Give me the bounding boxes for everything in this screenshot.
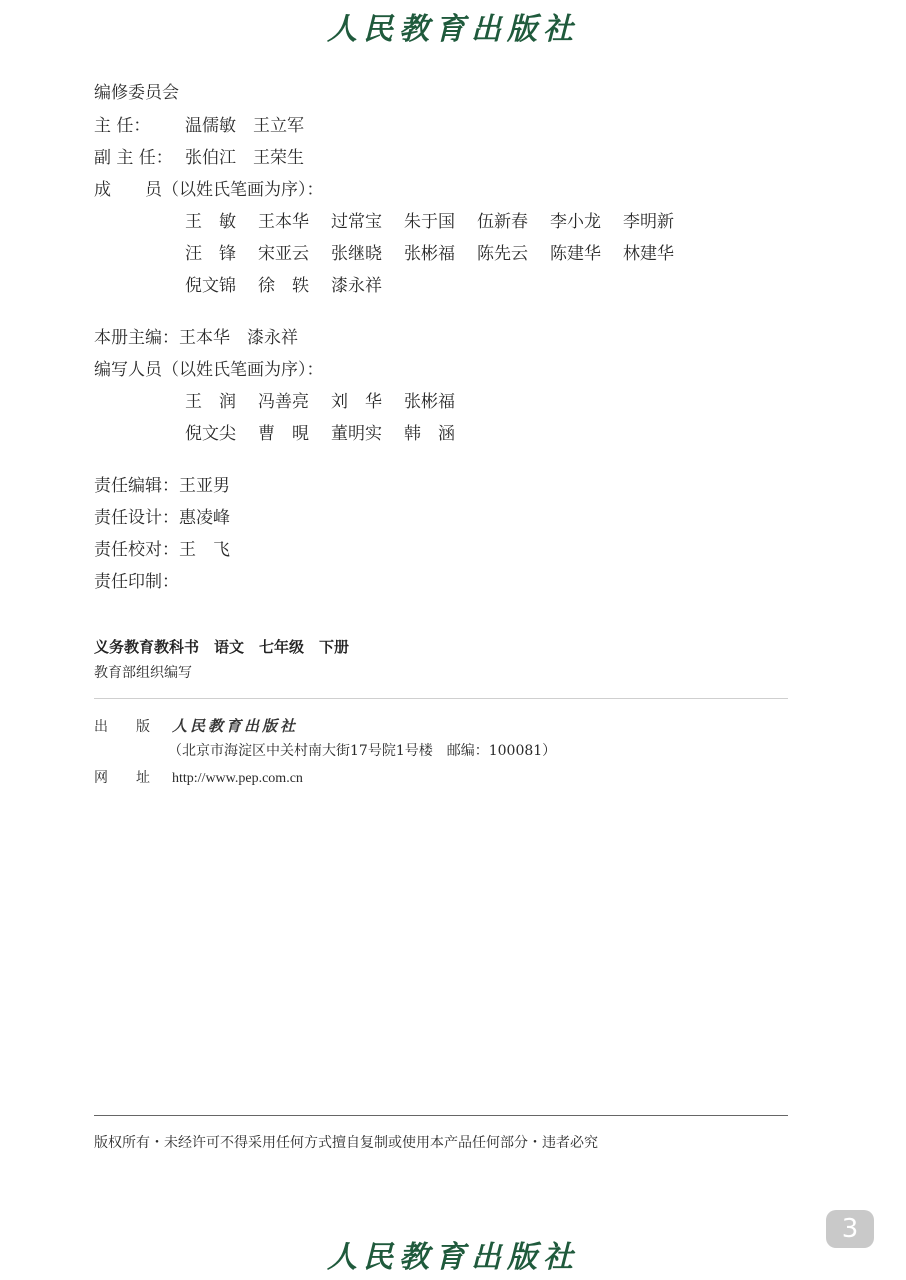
member-name: 陈建华 [550,244,601,264]
divider [94,698,788,699]
member-name: 漆永祥 [331,276,382,296]
website-url[interactable]: http://www.pep.com.cn [172,771,303,786]
resp-proof-row [94,535,230,560]
member-name: 朱于国 [404,212,455,232]
resp-editor-label: 责任编辑： [94,476,179,496]
publisher-logo-footer: 人民教育出版社 [327,1240,579,1275]
vice-row [94,143,304,168]
writer-name: 董明实 [331,424,382,444]
writers-label: 编写人员（以姓氏笔画为序）： [94,360,324,380]
vice-label: 副 主 任： [94,148,173,168]
chief-names: 温儒敏 王立军 [185,116,304,136]
member-name: 陈先云 [477,244,528,264]
writer-name: 王 润 [185,392,236,412]
footer-divider [94,1115,788,1116]
member-name: 过常宝 [331,212,382,232]
member-name: 李明新 [623,212,674,232]
member-name: 李小龙 [550,212,601,232]
writer-name: 张彬福 [404,392,455,412]
publisher-logo-inline: 人民教育出版社 [172,717,299,735]
chief-row [94,111,304,136]
members-label: 成 员（以姓氏笔画为序）： [94,180,324,200]
writer-name: 曹 晛 [258,424,309,444]
members-row-1 [185,207,696,232]
publisher-address: （北京市海淀区中关村南大街17号院1号楼 邮编：100081） [168,743,557,759]
publisher-label: 出版 [94,719,178,735]
writer-name: 倪文尖 [185,424,236,444]
page-number-badge[interactable]: 3 [826,1210,874,1248]
website-row [94,767,303,787]
compiled-by: 教育部组织编写 [94,665,192,681]
volume-editor-label: 本册主编： [94,328,179,348]
chief-label: 主 任： [94,116,151,136]
member-name: 王本华 [258,212,309,232]
member-name: 林建华 [623,244,674,264]
members-row-2 [185,239,696,264]
publisher-row [94,715,298,736]
resp-proof-label: 责任校对： [94,540,179,560]
book-title: 义务教育教科书 语文 七年级 下册 [94,638,350,656]
resp-design-row [94,503,230,528]
volume-editor-names: 王本华 漆永祥 [179,328,298,348]
member-name: 徐 轶 [258,276,309,296]
member-name: 张彬福 [404,244,455,264]
writers-row-2 [185,419,477,444]
committee-title: 编修委员会 [94,83,179,103]
publisher-logo-header: 人民教育出版社 [327,12,579,47]
resp-editor-row [94,471,230,496]
resp-editor-name: 王亚男 [179,476,230,496]
resp-print-label: 责任印制： [94,572,179,592]
writers-row-1 [185,387,477,412]
member-name: 王 敏 [185,212,236,232]
writer-name: 冯善亮 [258,392,309,412]
members-row-3 [185,271,404,296]
resp-design-name: 惠凌峰 [179,508,230,528]
member-name: 张继晓 [331,244,382,264]
resp-proof-name: 王 飞 [179,540,230,560]
vice-names: 张伯江 王荣生 [185,148,304,168]
writer-name: 刘 华 [331,392,382,412]
member-name: 汪 锋 [185,244,236,264]
writer-name: 韩 涵 [404,424,455,444]
volume-editor-row [94,323,298,348]
resp-design-label: 责任设计： [94,508,179,528]
copyright-notice: 版权所有・未经许可不得采用任何方式擅自复制或使用本产品任何部分・违者必究 [94,1135,598,1151]
member-name: 伍新春 [477,212,528,232]
member-name: 倪文锦 [185,276,236,296]
website-label: 网址 [94,770,178,786]
member-name: 宋亚云 [258,244,309,264]
